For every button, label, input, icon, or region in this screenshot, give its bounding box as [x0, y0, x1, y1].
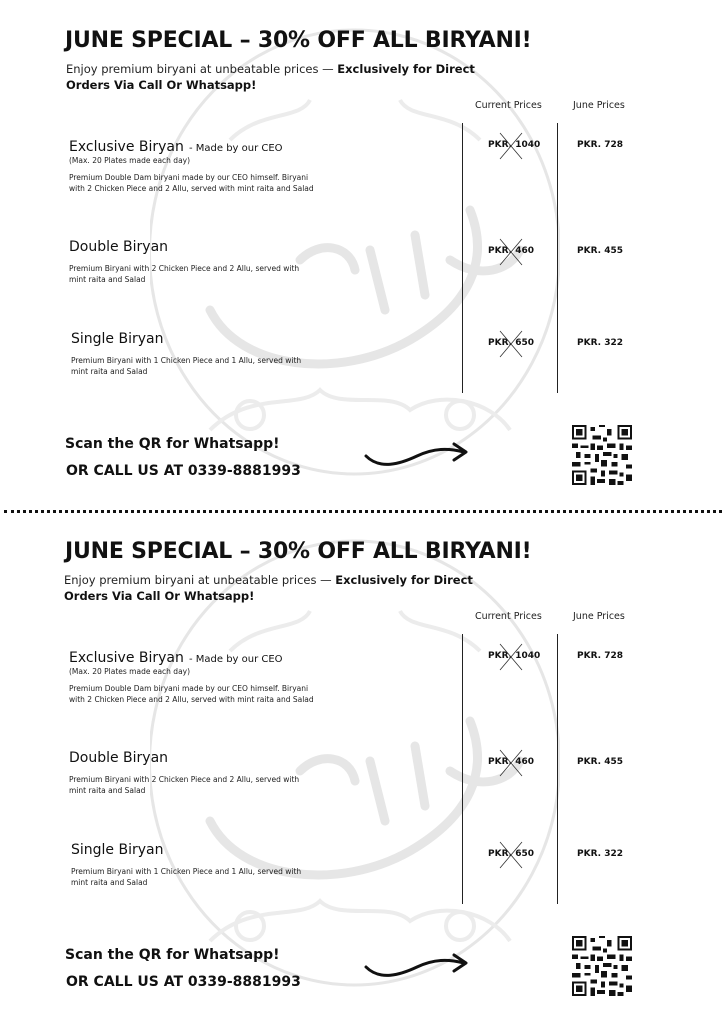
item-description: Premium Biryani with 2 Chicken Piece and 2 Allu, served with mint raita and Salad	[69, 264, 300, 284]
subline	[66, 61, 506, 93]
old-price	[488, 246, 534, 256]
item-limit: (Max. 20 Plates made each day)	[69, 156, 191, 165]
flyer-top	[0, 0, 724, 505]
strike-cross-icon	[498, 840, 524, 870]
item-title: Double Biryan	[69, 239, 169, 255]
strike-cross-icon	[498, 748, 524, 778]
item-limit: (Max. 20 Plates made each day)	[69, 667, 191, 676]
subline-text: Enjoy premium biryani at unbeatable prices —	[64, 573, 336, 587]
item-title: Single Biryan	[71, 331, 164, 347]
subline-emphasis: Exclusively for Direct Orders Via Call Or Whatsapp!	[66, 62, 475, 92]
june-prices-header: June Prices	[573, 100, 625, 111]
headline: JUNE SPECIAL – 30% OFF ALL BIRYANI!	[65, 28, 532, 53]
current-prices-header: Current Prices	[475, 611, 542, 622]
old-price-text: PKR. 460	[488, 757, 535, 767]
menu-item-single	[71, 842, 451, 888]
old-price	[488, 757, 534, 767]
strike-cross-icon	[498, 329, 524, 359]
divider-right	[557, 634, 558, 904]
subline	[64, 572, 504, 604]
item-description: Premium Double Dam biryani made by our CEO himself. Biryani with 2 Chicken Piece and 2 Allu, served with mint raita and Salad	[69, 173, 314, 193]
item-description: Premium Biryani with 2 Chicken Piece and 2 Allu, served with mint raita and Salad	[69, 775, 300, 795]
june-prices-header: June Prices	[573, 611, 625, 622]
divider-left	[462, 634, 463, 904]
strike-cross-icon	[498, 237, 524, 267]
old-price	[488, 849, 534, 859]
qr-code[interactable]	[572, 936, 632, 996]
item-title: Single Biryan	[71, 842, 164, 858]
menu-item-exclusive	[69, 647, 449, 705]
item-title: Exclusive Biryan	[69, 139, 184, 155]
menu-item-single	[71, 331, 451, 377]
new-price: PKR. 728	[577, 651, 624, 661]
menu-item-exclusive	[69, 136, 449, 194]
strike-cross-icon	[498, 642, 524, 672]
subline-emphasis: Exclusively for Direct Orders Via Call Or Whatsapp!	[64, 573, 473, 603]
menu-item-double	[69, 750, 449, 796]
item-aside: - Made by our CEO	[188, 143, 283, 154]
old-price	[488, 651, 541, 661]
new-price: PKR. 322	[577, 849, 624, 859]
old-price-text: PKR. 650	[488, 338, 535, 348]
item-description: Premium Biryani with 1 Chicken Piece and 1 Allu, served with mint raita and Salad	[71, 867, 302, 887]
new-price: PKR. 455	[577, 246, 624, 256]
scan-qr-text: Scan the QR for Whatsapp!	[65, 947, 280, 963]
old-price-text: PKR. 1040	[488, 140, 541, 150]
old-price	[488, 140, 541, 150]
new-price: PKR. 455	[577, 757, 624, 767]
strike-cross-icon	[498, 131, 524, 161]
subline-text: Enjoy premium biryani at unbeatable prices —	[66, 62, 338, 76]
old-price-text: PKR. 460	[488, 246, 535, 256]
call-us-text: OR CALL US AT 0339-8881993	[66, 463, 301, 479]
call-us-text: OR CALL US AT 0339-8881993	[66, 974, 301, 990]
divider-left	[462, 123, 463, 393]
old-price-text: PKR. 650	[488, 849, 535, 859]
item-title: Double Biryan	[69, 750, 169, 766]
item-description: Premium Biryani with 1 Chicken Piece and 1 Allu, served with mint raita and Salad	[71, 356, 302, 376]
item-title: Exclusive Biryan	[69, 650, 184, 666]
curved-arrow-icon	[362, 434, 470, 470]
old-price	[488, 338, 534, 348]
flyer-bottom	[0, 511, 724, 1016]
old-price-text: PKR. 1040	[488, 651, 541, 661]
new-price: PKR. 322	[577, 338, 624, 348]
headline: JUNE SPECIAL – 30% OFF ALL BIRYANI!	[65, 539, 532, 564]
curved-arrow-icon	[362, 945, 470, 981]
qr-code[interactable]	[572, 425, 632, 485]
new-price: PKR. 728	[577, 140, 624, 150]
current-prices-header: Current Prices	[475, 100, 542, 111]
item-description: Premium Double Dam biryani made by our CEO himself. Biryani with 2 Chicken Piece and 2 Allu, served with mint raita and Salad	[69, 684, 314, 704]
menu-item-double	[69, 239, 449, 285]
item-aside: - Made by our CEO	[188, 654, 283, 665]
scan-qr-text: Scan the QR for Whatsapp!	[65, 436, 280, 452]
divider-right	[557, 123, 558, 393]
